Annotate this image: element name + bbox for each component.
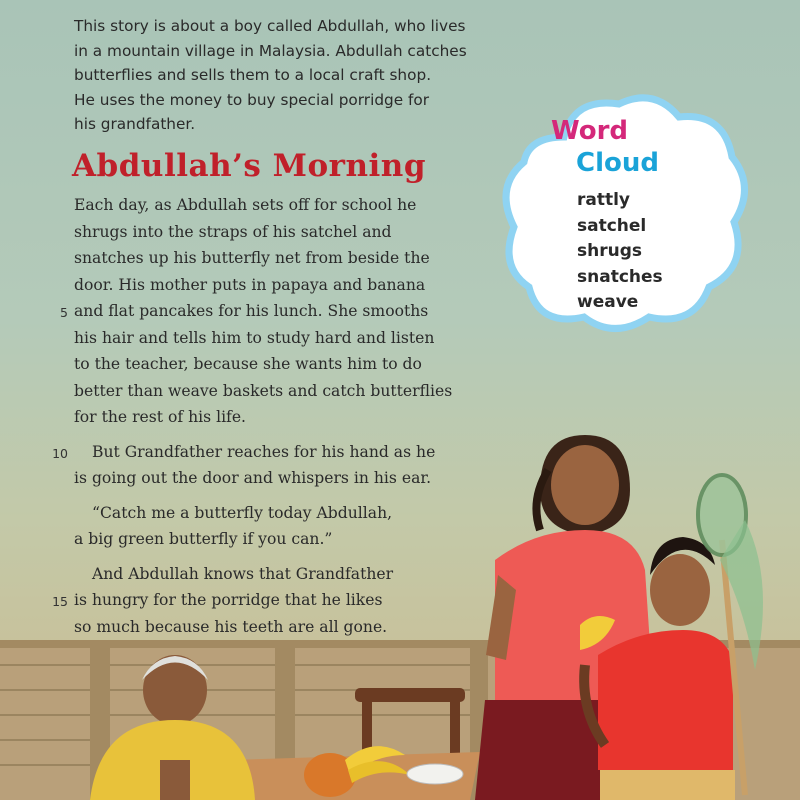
line-text: is hungry for the porridge that he likes — [74, 591, 383, 609]
story-line — [0, 382, 520, 409]
line-text: better than weave baskets and catch butterflies — [74, 381, 453, 400]
intro-line: butterflies and sells them to a local craft shop. — [74, 66, 432, 84]
story-line — [0, 591, 520, 618]
line-text: and flat pancakes for his lunch. She smooths — [74, 302, 429, 320]
vocab-word: snatches — [577, 266, 663, 287]
line-text: for the rest of his life. — [74, 408, 247, 426]
story-line — [0, 302, 520, 329]
story-line — [0, 618, 520, 645]
story-line — [0, 223, 520, 250]
paragraph-gap — [0, 435, 520, 443]
line-number: 15 — [52, 594, 68, 609]
story-line — [0, 196, 520, 223]
line-text: Each day, as Abdullah sets off for school he — [74, 196, 417, 214]
paragraph-gap — [0, 496, 520, 504]
story-line — [0, 249, 520, 276]
paragraph-gap — [0, 557, 520, 565]
intro-line: He uses the money to buy special porridge for — [74, 90, 430, 109]
word-cloud-list — [577, 188, 663, 316]
line-text: a big green butterfly if you can.” — [74, 530, 333, 548]
vocab-word: shrugs — [577, 241, 642, 261]
story-line — [0, 565, 520, 592]
story-line — [0, 443, 520, 470]
story-line — [0, 276, 520, 303]
word-cloud-title-word: Word — [551, 116, 629, 146]
intro-line: This story is about a boy called Abdullah, who lives — [74, 17, 466, 35]
line-text: snatches up his butterfly net from beside the — [74, 249, 430, 267]
word-cloud-title-cloud: Cloud — [576, 148, 659, 178]
story-line — [0, 504, 520, 531]
line-number: 5 — [60, 305, 68, 320]
intro-line: his grandfather. — [74, 115, 196, 133]
story-title: Abdullah’s Morning — [72, 148, 427, 184]
line-text: “Catch me a butterfly today Abdullah, — [92, 503, 393, 522]
line-text: door. His mother puts in papaya and banana — [74, 275, 426, 294]
story-line — [0, 329, 520, 356]
story-body — [0, 196, 520, 644]
vocab-word: rattly — [577, 190, 631, 210]
line-number: 10 — [52, 445, 68, 461]
line-text: his hair and tells him to study hard and listen — [74, 328, 435, 347]
story-line — [0, 530, 520, 557]
vocab-word: satchel — [577, 215, 647, 236]
intro-paragraph — [74, 14, 514, 137]
line-text: to the teacher, because she wants him to do — [74, 355, 422, 373]
line-text: so much because his teeth are all gone. — [74, 617, 388, 636]
line-text: shrugs into the straps of his satchel and — [74, 222, 392, 241]
story-line — [0, 408, 520, 435]
intro-line: in a mountain village in Malaysia. Abdullah catches — [74, 41, 467, 60]
story-line — [0, 469, 520, 496]
vocab-word: weave — [577, 292, 639, 312]
story-line — [0, 355, 520, 382]
line-text: But Grandfather reaches for his hand as he — [92, 442, 436, 461]
line-text: is going out the door and whispers in his ear. — [74, 469, 432, 487]
line-text: And Abdullah knows that Grandfather — [92, 564, 394, 583]
